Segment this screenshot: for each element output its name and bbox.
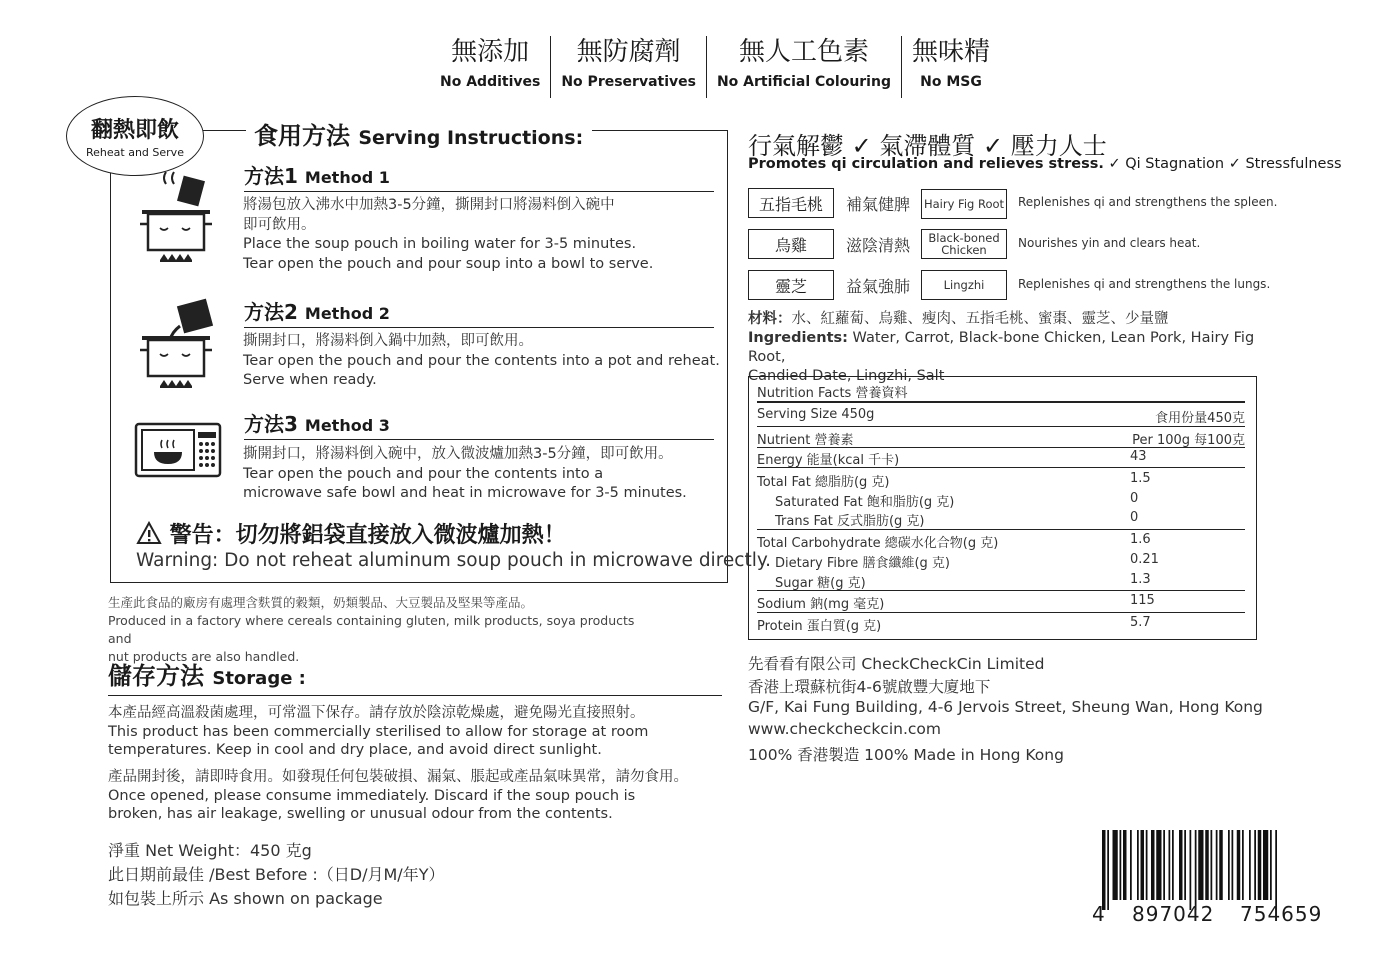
method-2-line: Tear open the pouch and pour the contents into a pot and reheat. [243,352,720,369]
efficacy-subtitle [748,156,1342,172]
ingredients-zh [748,310,1268,329]
serving-size-zh: 食用份量450克 [1155,411,1245,426]
serving-title-en: Serving Instructions: [358,127,584,149]
nutrition-name: Total Fat 總脂肪(g 克) [757,475,890,490]
made-in-hk: 100% 香港製造 100% Made in Hong Kong [748,746,1064,764]
barcode-bar [1237,830,1241,900]
method-3-title [244,408,714,440]
reheat-en: Reheat and Serve [86,146,184,159]
pot-boiling-icon [136,170,216,270]
storage-paragraph-1 [108,704,728,760]
method-1-line: Tear open the pouch and pour soup into a bowl to serve. [243,255,654,272]
claim-zh: 無人工色素 [738,37,869,67]
barcode-bar [1216,830,1218,900]
nutrient-header-row [757,429,1245,448]
herb-function: 滋陰清熱 [846,236,911,255]
company-address-zh: 香港上環蘇杭街4-6號啟豐大廈地下 [748,678,991,696]
allergen-en-2: nut products are also handled. [108,649,300,664]
claim-no-msg [902,36,1000,98]
nutrition-value: 0.21 [1130,552,1159,567]
nutrition-name: Sodium 鈉(mg 毫克) [757,597,885,612]
nutrition-name: Sugar 糖(g 克) [775,576,866,591]
nutrition-row [757,532,1245,551]
barcode-bar [1205,830,1209,900]
barcode-bar [1146,830,1148,900]
method-3-en: Method 3 [304,416,390,435]
barcode-bar [1120,830,1122,900]
herb-function: 益氣強肺 [846,277,911,296]
barcode-bar [1219,830,1223,900]
allergen-en-1: Produced in a factory where cereals containing gluten, milk products, soya products and [108,613,635,646]
nutrition-value: 0 [1130,491,1139,506]
warning-en: Warning: Do not reheat aluminum soup pouch in microwave directly. [136,550,772,571]
claim-zh: 無防腐劑 [576,37,681,67]
method-3-line: microwave safe bowl and heat in microwave for 3-5 minutes. [243,485,687,501]
barcode-bar [1113,830,1118,900]
herb-en-box: Black-boned Chicken [921,229,1007,259]
barcode-bar [1249,830,1251,900]
nutrition-name: Protein 蛋白質(g 克) [757,619,882,634]
ingredients-en-text: Water, Carrot, Black-bone Chicken, Lean Pork, Hairy Fig Root, [748,330,1255,365]
company-address-en: G/F, Kai Fung Building, 4-6 Jervois Street, Sheung Wan, Hong Kong [748,698,1263,716]
barcode-bar [1258,830,1262,900]
barcode-bar [1102,830,1106,910]
method-2-line: 撕開封口，將湯料倒入鍋中加熱，即可飲用。 [243,333,533,349]
ingredients-zh-text: 水、紅蘿蔔、烏雞、瘦肉、五指毛桃、蜜棗、靈芝、少量鹽 [791,311,1169,327]
barcode-bar [1198,830,1203,900]
storage-title-en: Storage : [212,668,306,689]
nutrition-value: 1.6 [1130,532,1151,547]
claim-zh: 無添加 [451,37,530,67]
barcode-bar [1107,830,1109,910]
claim-no-preservatives [551,36,707,98]
nutrition-rule [757,612,1245,613]
nutrition-value: 1.3 [1130,572,1151,587]
storage-title-zh: 儲存方法 [108,662,204,690]
company-name: 先看看有限公司 CheckCheckCin Limited [748,655,1045,673]
barcode-bar [1151,830,1155,900]
barcode-bar [1275,830,1277,910]
herb-en-box: Lingzhi [921,270,1007,300]
barcode-bar [1179,830,1183,900]
barcode-digits-right: 754659 [1240,902,1323,926]
reheat-zh: 翻熱即飲 [90,118,179,143]
method-1-line: 即可飲用。 [243,216,316,233]
best-before: 此日期前最佳 /Best Before :（日D/月M/年Y） [108,865,445,884]
nutrition-name: Dietary Fibre 膳食纖維(g 克) [775,556,950,571]
nutrition-name: Trans Fat 反式脂肪(g 克) [775,514,925,529]
nutrition-rule [757,447,1245,448]
nutrition-row [757,572,1245,591]
barcode-bars-icon [1102,830,1334,910]
storage-line: Once opened, please consume immediately. Discard if the soup pouch is [108,787,636,804]
barcode-bar [1141,830,1145,900]
as-shown: 如包裝上所示 As shown on package [108,889,383,908]
claim-no-additives [430,36,551,98]
nutrition-value: 115 [1130,593,1155,608]
claim-en: No Preservatives [561,74,696,90]
storage-line: This product has been commercially sterilised to allow for storage at room [108,723,649,740]
nutrition-value: 1.5 [1130,471,1151,486]
barcode-bar [1169,830,1171,900]
efficacy-subtitle-rest: ✓ Qi Stagnation ✓ Stressfulness [1103,156,1342,172]
claim-en: No Artificial Colouring [716,74,891,90]
herb-zh-box: 五指毛桃 [748,188,834,218]
nutrition-name: Total Carbohydrate 總碳水化合物(g 克) [757,536,999,551]
efficacy-title: 行氣解鬱 ✓ 氣滯體質 ✓ 壓力人士 [748,132,1107,160]
barcode-bar [1270,830,1272,900]
herb-description: Replenishes qi and strengthens the spleen. [1018,195,1278,209]
herb-description: Replenishes qi and strengthens the lungs. [1018,277,1271,291]
storage-paragraph-2 [108,768,728,824]
pot-pour-icon [136,296,220,396]
nutrition-value: 0 [1130,510,1139,525]
herb-en-box: Hairy Fig Root [921,189,1007,219]
method-3-line: Tear open the pouch and pour the contents into a [243,465,604,482]
method-2-line: Serve when ready. [243,372,377,388]
net-weight: 淨重 Net Weight：450 克g [108,841,312,860]
barcode-bar [1137,830,1139,900]
barcode-bar [1211,830,1213,900]
nutrition-row [757,471,1245,490]
barcode-bar [1172,830,1174,900]
nutrition-row [757,510,1245,529]
panel-top-rule-right [592,130,728,131]
efficacy-subtitle-bold: Promotes qi circulation and relieves stress. [748,156,1104,172]
nutrition-value: 43 [1130,449,1147,464]
method-1-line: Place the soup pouch in boiling water for 3-5 minutes. [243,236,637,252]
nutrition-row [757,491,1245,510]
method-1-title [244,160,714,192]
nutrition-row [757,615,1245,634]
panel-top-rule-left [200,130,246,131]
storage-line: 本產品經高溫殺菌處理，可常溫下保存。請存放於陰涼乾燥處，避免陽光直接照射。 [108,705,645,721]
storage-line: broken, has air leakage, swelling or unusual odour from the contents. [108,806,613,822]
claim-en: No MSG [920,74,982,90]
nutrition-name: Saturated Fat 飽和脂肪(g 克) [775,495,955,510]
per-100g-header: Per 100g 每100克 [1132,433,1245,448]
nutrition-row [757,449,1245,468]
nutrition-rule [757,529,1245,530]
nutrition-rule [757,401,1245,403]
barcode-bar [1195,830,1197,910]
barcode-bar [1263,830,1268,900]
allergen-zh: 生產此食品的廠房有處理含麩質的穀類，奶類製品、大豆製品及堅果等產品。 [108,595,534,610]
barcode-digits-left: 897042 [1132,902,1215,926]
nutrition-table [748,376,1257,640]
nutrition-row [757,552,1245,571]
reheat-badge [66,96,204,176]
claim-zh: 無味精 [911,37,990,67]
barcode-bar [1156,830,1161,900]
method-1-en: Method 1 [304,168,390,187]
herb-zh-box: 烏雞 [748,229,834,259]
serving-size-row [757,407,1245,426]
claim-en: No Additives [440,74,541,90]
storage-line: temperatures. Keep in cool and dry place, and avoid direct sunlight. [108,742,602,758]
method-3-zh: 方法3 [244,412,298,436]
method-3-body [243,445,723,504]
barcode-bar [1190,830,1192,910]
barcode-bar [1130,830,1132,900]
company-website: www.checkcheckcin.com [748,720,941,738]
barcode-bar [1242,830,1244,900]
herb-zh-box: 靈芝 [748,270,834,300]
method-3-line: 撕開封口，將湯料倒入碗中，放入微波爐加熱3-5分鐘，即可飲用。 [243,446,673,462]
barcode-bar [1163,830,1165,900]
method-1-body [243,196,723,274]
serving-title-zh: 食用方法 [254,122,350,150]
method-1-zh: 方法1 [244,164,298,188]
method-2-title [244,296,714,328]
barcode-bar [1123,830,1127,900]
ingredients-zh-label: 材料： [748,311,792,327]
herb-function: 補氣健脾 [846,195,911,214]
method-2-zh: 方法2 [244,300,298,324]
barcode-bar [1254,830,1256,900]
serving-title [254,116,583,151]
ingredients [748,310,1268,386]
barcode-bar [1232,830,1234,900]
barcode-bar [1228,830,1230,900]
storage-line: 產品開封後，請即時食用。如發現任何包裝破損、漏氣、脹起或產品氣味異常，請勿食用。 [108,769,688,785]
barcode [1092,830,1334,926]
method-1-line: 將湯包放入沸水中加熱3-5分鐘，撕開封口將湯料倒入碗中 [243,197,615,213]
ingredients-en-label: Ingredients: [748,330,848,346]
warning-zh-text: 警告：切勿將鋁袋直接放入微波爐加熱！ [169,523,566,548]
warning-zh [136,518,566,549]
herb-description: Nourishes yin and clears heat. [1018,236,1201,250]
ingredients-en-2: Candied Date, Lingzhi, Salt [748,368,945,384]
claim-no-colouring [707,36,902,98]
storage-title [108,656,722,696]
ingredients-en [748,329,1268,367]
nutrition-row [757,593,1245,612]
nutrition-title: Nutrition Facts 營養資料 [757,386,908,401]
nutrition-name: Energy 能量(kcal 千卡) [757,453,900,468]
nutrition-value: 5.7 [1130,615,1151,630]
nutrition-rule [757,467,1245,468]
serving-size: Serving Size 450g [757,407,875,422]
microwave-icon [134,420,222,482]
nutrient-header: Nutrient 營養素 [757,433,854,448]
nutrition-rule [757,426,1245,427]
warning-icon [136,521,162,545]
nutrition-rule [757,590,1245,591]
method-2-body [243,332,723,391]
barcode-digit-prefix: 4 [1092,902,1105,926]
claims-bar [430,36,1000,98]
method-2-en: Method 2 [304,304,390,323]
barcode-bar [1184,830,1186,900]
